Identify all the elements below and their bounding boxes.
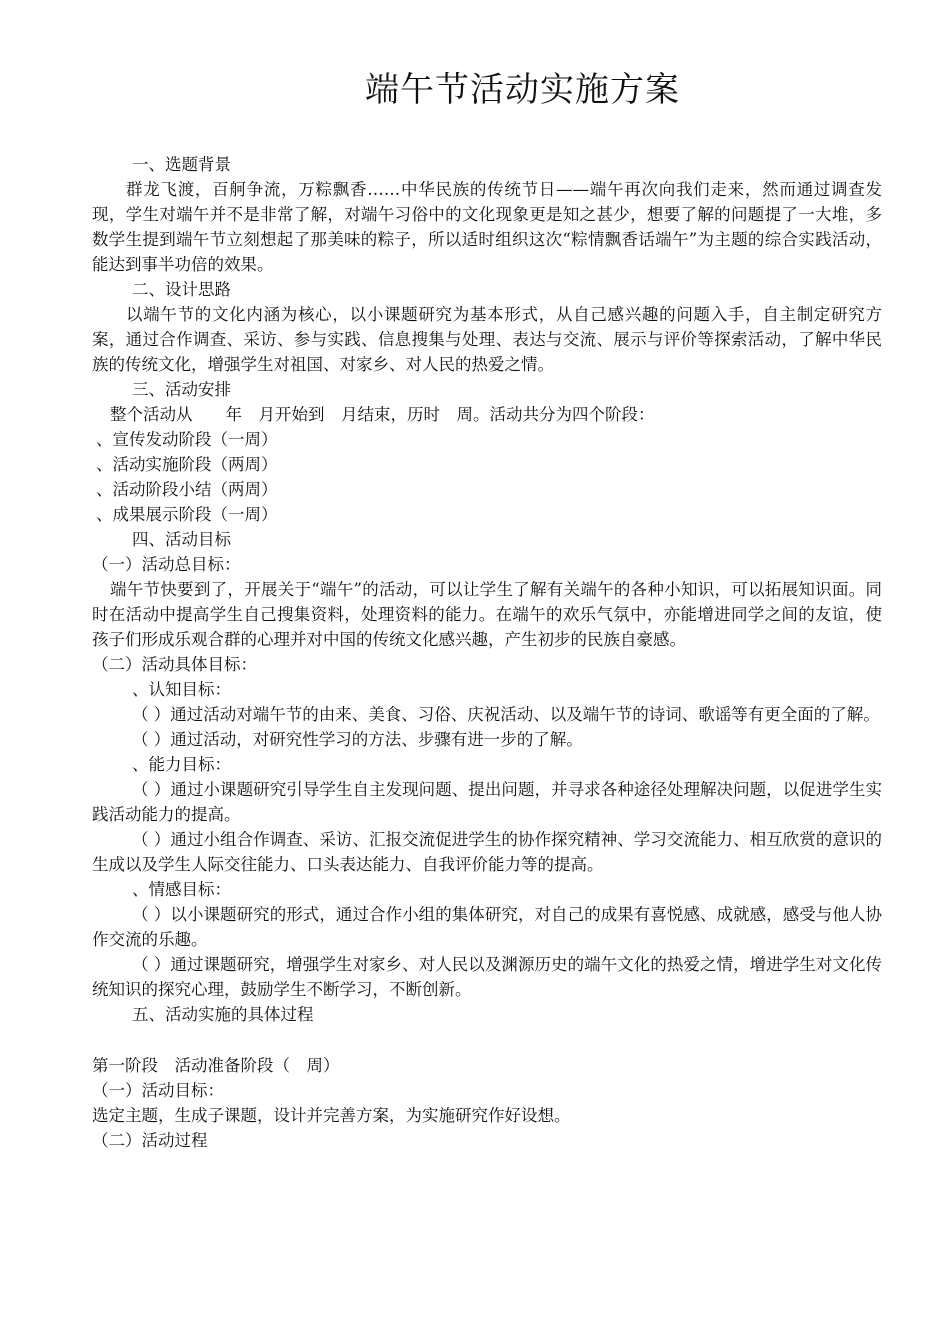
list-item-stage: 、活动实施阶段（两周） [96, 455, 278, 474]
section-heading-design: 二、设计思路 [132, 280, 231, 299]
paragraph-background: 群龙飞渡，百舸争流，万粽飘香……中华民族的传统节日——端午再次向我们走来，然而通过调查发现，学生对端午并不是非常了解，对端午习俗中的文化现象更是知之甚少，想要了解的问题提了一大堆，多数学生提到端午节立刻想起了那美味的粽子，所以适时组织这次“粽情飘香话端午”为主题的综合实践活动，能达到事半功倍的效果。 [92, 180, 882, 274]
paragraph-schedule-intro: 整个活动从 年 月开始到 月结束，历时 周。活动共分为四个阶段： [110, 405, 655, 424]
section-heading-goals: 四、活动目标 [132, 530, 231, 549]
paragraph-ability-2: （ ）通过小组合作调查、采访、汇报交流促进学生的协作探究精神、学习交流能力、相互欣赏的意识的生成以及学生人际交往能力、口头表达能力、自我评价能力等的提高。 [92, 830, 882, 874]
paragraph-ability-1: （ ）通过小课题研究引导学生自主发现问题、提出问题，并寻求各种途径处理解决问题，以促进学生实践活动能力的提高。 [92, 780, 882, 824]
subheading-stage-goal: （一）活动目标： [92, 1081, 224, 1100]
list-item-stage: 、成果展示阶段（一周） [96, 505, 278, 524]
subheading-ability-goal: 、能力目标： [132, 755, 231, 774]
paragraph-stage-goal: 选定主题，生成子课题，设计并完善方案，为实施研究作好设想。 [92, 1106, 571, 1125]
subheading-overall-goal: （一）活动总目标： [92, 555, 241, 574]
document-title: 端午节活动实施方案 [365, 70, 680, 110]
document-body [92, 152, 882, 1153]
subheading-emotion-goal: 、情感目标： [132, 880, 231, 899]
subheading-stage-process: （二）活动过程 [92, 1131, 208, 1150]
section-heading-background: 一、选题背景 [132, 155, 231, 174]
subheading-cognitive-goal: 、认知目标： [132, 680, 231, 699]
paragraph-emotion-1: （ ）以小课题研究的形式，通过合作小组的集体研究，对自己的成果有喜悦感、成就感，感受与他人协作交流的乐趣。 [92, 905, 882, 949]
paragraph-cognitive-2: （ ）通过活动，对研究性学习的方法、步骤有进一步的了解。 [132, 730, 583, 749]
paragraph-overall-goal: 端午节快要到了，开展关于“端午”的活动，可以让学生了解有关端午的各种小知识，可以拓展知识面。同时在活动中提高学生自己搜集资料，处理资料的能力。在端午的欢乐气氛中，亦能增进同学之间的友谊，使孩子们形成乐观合群的心理并对中国的传统文化感兴趣，产生初步的民族自豪感。 [92, 580, 882, 649]
list-item-stage: 、活动阶段小结（两周） [96, 480, 278, 499]
spacer [92, 1027, 882, 1053]
subheading-specific-goals: （二）活动具体目标： [92, 655, 257, 674]
section-heading-process: 五、活动实施的具体过程 [132, 1005, 314, 1024]
section-heading-schedule: 三、活动安排 [132, 380, 231, 399]
list-item-stage: 、宣传发动阶段（一周） [96, 430, 278, 449]
stage-title: 第一阶段 活动准备阶段（ 周） [92, 1056, 340, 1075]
paragraph-cognitive-1: （ ）通过活动对端午节的由来、美食、习俗、庆祝活动、以及端午节的诗词、歌谣等有更全面的了解。 [132, 705, 880, 724]
paragraph-emotion-2: （ ）通过课题研究，增强学生对家乡、对人民以及渊源历史的端午文化的热爱之情，增进学生对文化传统知识的探究心理，鼓励学生不断学习，不断创新。 [92, 955, 882, 999]
paragraph-design: 以端午节的文化内涵为核心，以小课题研究为基本形式，从自己感兴趣的问题入手，自主制定研究方案，通过合作调查、采访、参与实践、信息搜集与处理、表达与交流、展示与评价等探索活动，了解中华民族的传统文化，增强学生对祖国、对家乡、对人民的热爱之情。 [92, 305, 882, 374]
